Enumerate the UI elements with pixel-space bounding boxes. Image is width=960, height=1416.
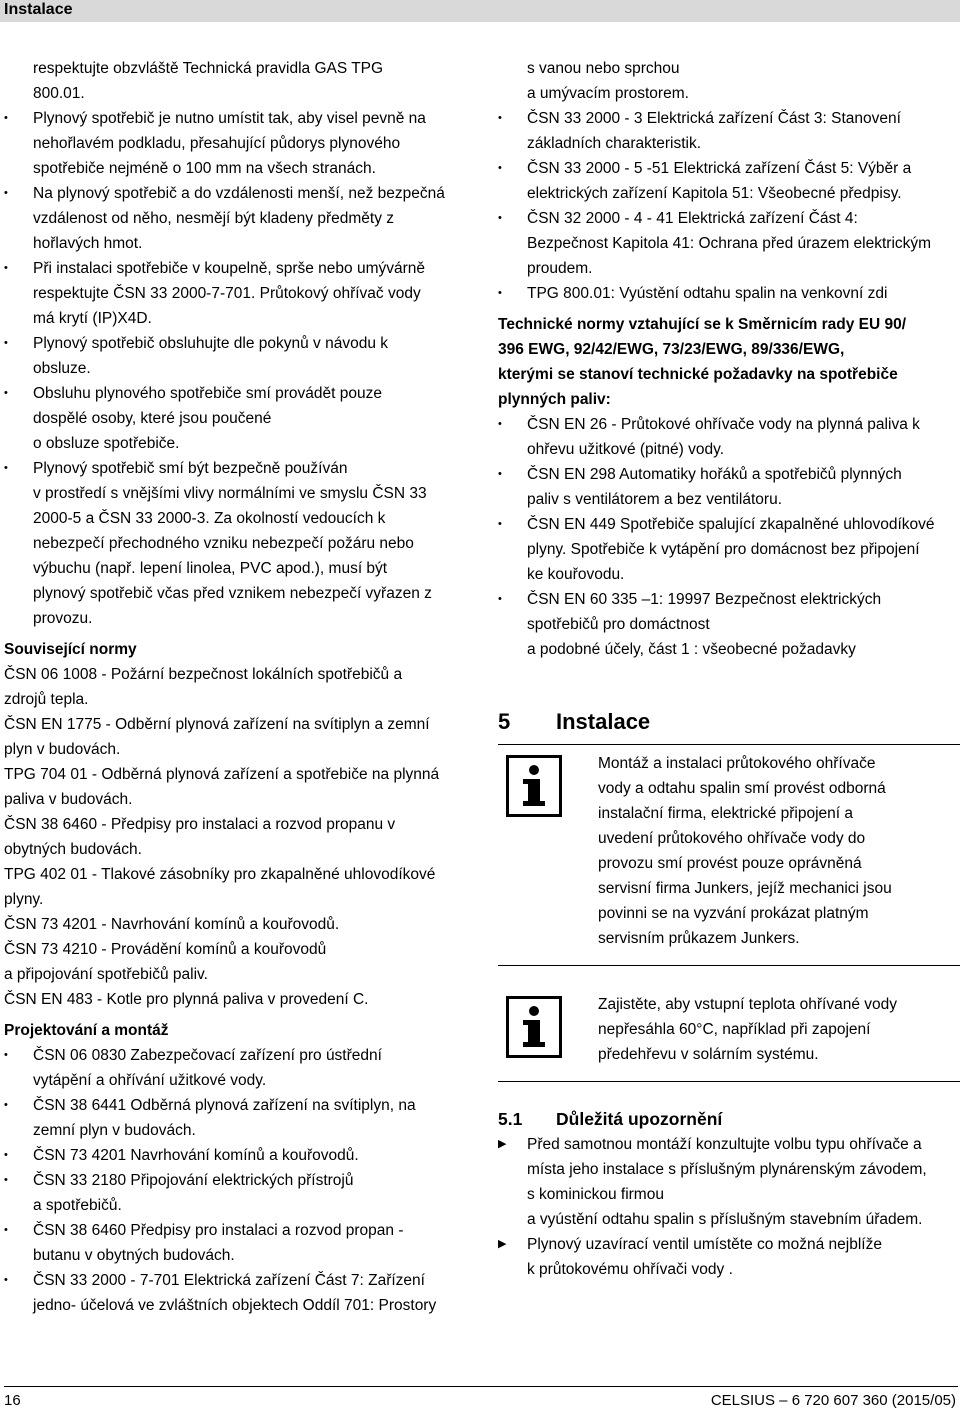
tech-heading-line: 396 EWG, 92/42/EWG, 73/23/EWG, 89/336/EWG, — [498, 341, 845, 358]
bullet-item-line: • Na plynový spotřebič a do vzdálenosti menší, než bezpečná — [33, 185, 445, 202]
section-title — [498, 708, 960, 745]
norm-item — [4, 762, 466, 812]
bullet-item — [4, 256, 466, 331]
bullet-item — [498, 156, 960, 206]
bullet-item-line: hořlavých hmot. — [33, 235, 143, 252]
norm-item-line: ČSN 06 1008 - Požární bezpečnost lokálních spotřebičů a — [4, 666, 403, 683]
bullet-item — [4, 331, 466, 381]
step-item-line: ▶ Plynový uzavírací ventil umístěte co možná nejblíže — [527, 1236, 882, 1253]
norm-item — [4, 937, 466, 987]
norm-item-line: ČSN 73 4201 - Navrhování komínů a kouřovodů. — [4, 916, 340, 933]
bullet-item-line: má krytí (IP)X4D. — [33, 310, 152, 327]
bullet-item-line: ohřevu užitkové (pitné) vody. — [527, 441, 725, 458]
info-icon — [506, 755, 562, 817]
bullet-item-line: základních charakteristik. — [527, 135, 702, 152]
note-line: vody a odtahu spalin smí provést odborná — [598, 780, 886, 797]
note-text — [598, 992, 908, 1067]
bullet-item — [498, 412, 960, 462]
norm-item — [4, 862, 466, 912]
bullet-item-line: • ČSN EN 449 Spotřebiče spalující zkapalněné uhlovodíkové — [527, 516, 935, 533]
bullet-item — [4, 1093, 466, 1143]
bullet-item-line: o obsluze spotřebiče. — [33, 435, 180, 452]
note-line: provozu smí provést pouze oprávněná — [598, 855, 862, 872]
norm-item-line: TPG 402 01 - Tlakové zásobníky pro zkapalněné uhlovodíkové — [4, 866, 436, 883]
section-number: 5 — [498, 709, 511, 734]
norm-item — [4, 812, 466, 862]
bullet-item-line: • Při instalaci spotřebiče v koupelně, sprše nebo umývárně — [33, 260, 426, 277]
note-line: Montáž a instalaci průtokového ohřívače — [598, 755, 876, 772]
bullet-item — [4, 181, 466, 256]
step-item-line: ▶ Před samotnou montáží konzultujte volbu typu ohřívače a — [527, 1136, 922, 1153]
note-line: uvedení průtokového ohřívače vody do — [598, 830, 866, 847]
step-item-line: místa jeho instalace s příslušným plynárenským závodem, — [527, 1161, 927, 1178]
note-line: nepřesáhla 60°C, například při zapojení — [598, 1021, 871, 1038]
bullet-item — [4, 1043, 466, 1093]
note-line: Zajistěte, aby vstupní teplota ohřívané vody — [598, 996, 897, 1013]
bullet-item-line: • ČSN EN 298 Automatiky hořáků a spotřebičů plynných — [527, 466, 902, 483]
footer-divider — [4, 1386, 958, 1387]
bullet-item-line: a spotřebičů. — [33, 1197, 122, 1214]
bullet-item — [498, 281, 960, 306]
bullet-item-line: plynový spotřebič včas před vznikem nebezpečí vyřazen z — [33, 585, 432, 602]
norm-item-line: ČSN EN 483 - Kotle pro plynná paliva v provedení C. — [4, 991, 369, 1008]
norm-item-line: obytných budovách. — [4, 841, 142, 858]
bullet-item-line: • ČSN EN 60 335 –1: 19997 Bezpečnost elektrických — [527, 591, 882, 608]
norm-item-line: ČSN 38 6460 - Předpisy pro instalaci a rozvod propanu v — [4, 816, 396, 833]
bullet-item-line: • ČSN 38 6441 Odběrná plynová zařízení na svítiplyn, na — [33, 1097, 416, 1114]
step-item-line: s kominickou firmou — [527, 1186, 664, 1203]
bullet-item-line: jedno- účelová ve zvláštních objektech Oddíl 701: Prostory — [33, 1297, 437, 1314]
bullet-item-line: paliv s ventilátorem a bez ventilátoru. — [527, 491, 783, 508]
tech-heading-line: kterými se stanoví technické požadavky na spotřebiče — [498, 366, 898, 383]
bullet-item-line: spotřebičů pro domáctnost — [527, 616, 710, 633]
norm-item — [4, 662, 466, 712]
info-note — [498, 986, 960, 1082]
design-bullet-list — [4, 1043, 466, 1318]
step-item — [498, 1232, 960, 1282]
norm-item — [4, 712, 466, 762]
note-line: předehřevu v solárním systému. — [598, 1046, 819, 1063]
step-item — [498, 1132, 960, 1232]
bullet-item-line: • ČSN 33 2180 Připojování elektrických přístrojů — [33, 1172, 354, 1189]
related-norms-heading: Související normy — [4, 641, 137, 658]
note-line: servisní firma Junkers, jejíž mechanici jsou — [598, 880, 892, 897]
norm-item — [4, 912, 466, 937]
bullet-item-line: vytápění a ohřívání užitkové vody. — [33, 1072, 267, 1089]
info-note — [498, 745, 960, 966]
norm-item-line: zdrojů tepla. — [4, 691, 89, 708]
tech-heading-line: Technické normy vztahující se k Směrnicím rady EU 90/ — [498, 316, 907, 333]
bullet-item-line: provozu. — [33, 610, 93, 627]
bullet-item-line: zemní plyn v budovách. — [33, 1122, 196, 1139]
note-line: servisním průkazem Junkers. — [598, 930, 800, 947]
bullet-item-line: • Plynový spotřebič je nutno umístit tak, aby visel pevně na — [33, 110, 426, 127]
bullet-item-line: dospělé osoby, které jsou poučené — [33, 410, 272, 427]
bullet-item-line: • Plynový spotřebič obsluhujte dle pokynů v návodu k — [33, 335, 388, 352]
bullet-item-line: • ČSN 06 0830 Zabezpečovací zařízení pro ústřední — [33, 1047, 382, 1064]
norm-item — [4, 987, 466, 1012]
tech-heading-line: plynných paliv: — [498, 391, 611, 408]
continued-line: a umývacím prostorem. — [527, 85, 689, 102]
intro-text — [4, 56, 466, 106]
note-line: instalační firma, elektrické připojení a — [598, 805, 854, 822]
page-header-title: Instalace — [4, 1, 73, 18]
bullet-item-line: výbuchu (např. lepení linolea, PVC apod.), musí být — [33, 560, 388, 577]
section-title-text: Instalace — [556, 709, 651, 734]
bullet-item — [4, 1143, 466, 1168]
bullet-item-line: • ČSN 33 2000 - 7-701 Elektrická zařízení Část 7: Zařízení — [33, 1272, 425, 1289]
bullet-item — [498, 106, 960, 156]
step-item-line: k průtokovému ohřívači vody . — [527, 1261, 733, 1278]
norm-item-line: ČSN EN 1775 - Odběrní plynová zařízení na svítiplyn a zemní — [4, 716, 430, 733]
bullet-item-line: Bezpečnost Kapitola 41: Ochrana před úrazem elektrickým — [527, 235, 932, 252]
bullet-item — [4, 1218, 466, 1268]
bullet-item-line: • ČSN 33 2000 - 5 -51 Elektrická zařízení Část 5: Výběr a — [527, 160, 912, 177]
norm-item-line: ČSN 73 4210 - Provádění komínů a kouřovodů — [4, 941, 327, 958]
bullet-item — [4, 381, 466, 456]
continued-line: s vanou nebo sprchou — [527, 60, 680, 77]
bullet-item-line: • Obsluhu plynového spotřebiče smí provádět pouze — [33, 385, 382, 402]
bullet-item-line: • ČSN 33 2000 - 3 Elektrická zařízení Část 3: Stanovení — [527, 110, 901, 127]
header-bar — [0, 0, 960, 22]
bullet-item-line: proudem. — [527, 260, 593, 277]
step-item-line: a vyústění odtahu spalin s příslušným stavebním úřadem. — [527, 1211, 923, 1228]
info-icon — [506, 996, 562, 1058]
bullet-item-line: nebezpečí přechodného vzniku nebezpečí požáru nebo — [33, 535, 414, 552]
bullet-item-line: spotřebiče nejméně o 100 mm na všech stranách. — [33, 160, 376, 177]
bullet-item — [4, 456, 466, 631]
intro-line: 800.01. — [33, 85, 85, 102]
subsection-title — [498, 1106, 960, 1132]
bullet-item-line: obsluze. — [33, 360, 91, 377]
norm-item-line: a připojování spotřebičů paliv. — [4, 966, 208, 983]
page-number: 16 — [4, 1392, 21, 1409]
steps-list — [498, 1132, 960, 1282]
bullet-item-line: nehořlavém podkladu, přesahující půdorys plynového — [33, 135, 401, 152]
norm-item-line: paliva v budovách. — [4, 791, 133, 808]
bullet-item-line: • ČSN 73 4201 Navrhování komínů a kouřovodů. — [33, 1147, 359, 1164]
bullet-item-line: ke kouřovodu. — [527, 566, 625, 583]
intro-line: respektujte obzvláště Technická pravidla GAS TPG — [33, 60, 384, 77]
bullet-item-line: a podobné účely, část 1 : všeobecné požadavky — [527, 641, 856, 658]
bullet-item-line: elektrických zařízení Kapitola 51: Všeobecné předpisy. — [527, 185, 902, 202]
design-heading: Projektování a montáž — [4, 1022, 169, 1039]
bullet-item-line: • ČSN EN 26 - Průtokové ohřívače vody na plynná paliva k — [527, 416, 920, 433]
note-line: povinni se na vyzvání prokázat platným — [598, 905, 869, 922]
bullet-item-line: respektujte ČSN 33 2000-7-701. Průtokový ohřívač vody — [33, 285, 421, 302]
bullet-item-line: • ČSN 38 6460 Předpisy pro instalaci a rozvod propan - — [33, 1222, 404, 1239]
note-text — [598, 751, 908, 951]
bullet-item-line: • Plynový spotřebič smí být bezpečně používán — [33, 460, 348, 477]
related-norms-list — [4, 662, 466, 1012]
right-column — [498, 56, 960, 1282]
norm-item-line: plyny. — [4, 891, 44, 908]
bullet-item — [4, 106, 466, 181]
bullet-item-line: vzdálenost od něho, nesmějí být kladeny předměty z — [33, 210, 395, 227]
continued-text — [498, 56, 960, 106]
left-column — [4, 56, 466, 1318]
notes-container — [498, 745, 960, 1082]
electrical-bullet-list — [498, 106, 960, 306]
norm-item-line: plyn v budovách. — [4, 741, 121, 758]
bullet-item-line: • TPG 800.01: Vyústění odtahu spalin na venkovní zdi — [527, 285, 888, 302]
tech-bullet-list — [498, 412, 960, 662]
bullet-item-line: plyny. Spotřebiče k vytápění pro domácnost bez připojení — [527, 541, 920, 558]
bullet-item — [4, 1168, 466, 1218]
subsection-title-text: Důležitá upozornění — [556, 1109, 723, 1129]
document-reference: CELSIUS – 6 720 607 360 (2015/05) — [710, 1392, 956, 1409]
bullet-item — [498, 587, 960, 662]
bullet-item-line: 2000-5 a ČSN 33 2000-3. Za okolností vedoucích k — [33, 510, 386, 527]
bullet-item — [4, 1268, 466, 1318]
bullet-item — [498, 206, 960, 281]
bullet-item-line: v prostředí s vnějšími vlivy normálními ve smyslu ČSN 33 — [33, 485, 427, 502]
bullet-item — [498, 462, 960, 512]
bullet-item-line: • ČSN 32 2000 - 4 - 41 Elektrická zařízení Část 4: — [527, 210, 858, 227]
safety-bullet-list — [4, 106, 466, 631]
bullet-item — [498, 512, 960, 587]
subsection-number: 5.1 — [498, 1109, 523, 1129]
tech-norms-heading — [498, 312, 960, 412]
bullet-item-line: butanu v obytných budovách. — [33, 1247, 235, 1264]
norm-item-line: TPG 704 01 - Odběrná plynová zařízení a spotřebiče na plynná — [4, 766, 440, 783]
